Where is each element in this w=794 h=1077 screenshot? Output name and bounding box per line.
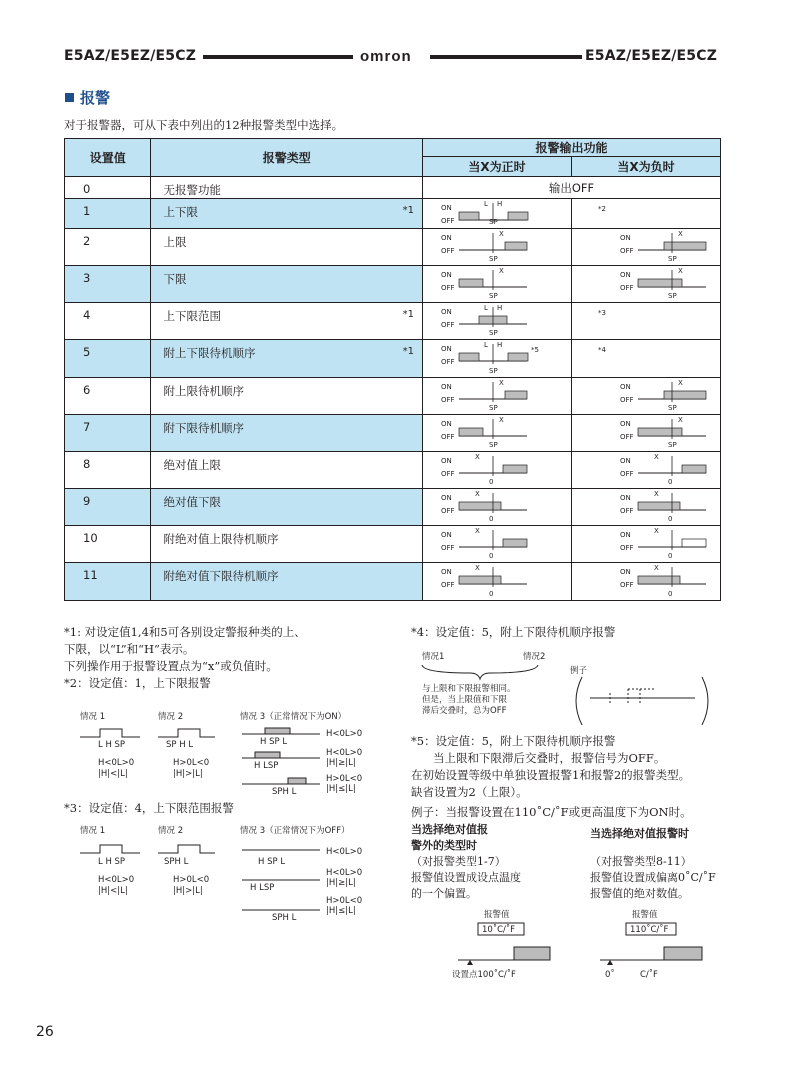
alarm-type-note: *1	[402, 205, 414, 216]
x-label: X	[654, 564, 659, 572]
pos-diagram	[423, 489, 572, 526]
off-label: OFF	[441, 581, 455, 589]
off-label: OFF	[620, 396, 634, 404]
alarm-type	[151, 266, 423, 303]
pos-diagram	[423, 303, 572, 340]
x-label: X	[499, 416, 504, 424]
on-label: ON	[441, 204, 452, 212]
setting-value: 10	[65, 526, 151, 563]
alarm-type	[151, 177, 423, 199]
alarm-type-note: *1	[402, 309, 414, 320]
zero-label: 0	[489, 478, 494, 486]
off-label: OFF	[620, 247, 634, 255]
on-region	[664, 242, 706, 250]
case-2-label: 情况 2	[158, 712, 184, 722]
x-label: X	[654, 490, 659, 498]
footnote-1	[64, 624, 394, 692]
table-row	[65, 340, 721, 378]
ex-right-value: 110˚C/˚F	[630, 925, 669, 935]
ex-left-line: （对报警类型1-7）	[411, 855, 506, 868]
alarm-type	[151, 378, 423, 415]
alarm-type	[151, 229, 423, 266]
zero-label: 0	[489, 552, 494, 560]
x-label: X	[475, 490, 480, 498]
n4-case1-label: 情况1	[422, 652, 445, 662]
on-region	[682, 539, 706, 547]
on-label: ON	[441, 420, 452, 428]
off-label: OFF	[441, 507, 455, 515]
alarm-type	[151, 452, 423, 489]
neg-diagram	[572, 415, 721, 452]
header-rule-right	[430, 55, 582, 59]
case3b-axis: H LSP	[254, 761, 279, 771]
footnote-1-line: *1: 对设定值1,4和5可各别设定警报种类的上、	[64, 625, 306, 639]
neg-diagram	[572, 303, 721, 340]
case3c-abs: |H|≤|L|	[326, 784, 356, 794]
x-label: X	[499, 230, 504, 238]
x-label: X	[678, 379, 683, 387]
ex-right-heading: 当选择绝对值报警时	[590, 827, 689, 840]
case-3-off-label: 情况 3（正常情况下为OFF）	[240, 826, 350, 836]
x-label: X	[499, 379, 504, 387]
alarm-type-label: 附绝对值下限待机顺序	[163, 569, 279, 583]
footnote-4-title: *4：设定值：5，附上下限待机顺序报警	[411, 625, 616, 639]
off-label: OFF	[620, 284, 634, 292]
n3-case3c-axis: SPH L	[272, 913, 297, 922]
ex-left-value: 10˚C/˚F	[482, 925, 516, 935]
on-region	[638, 428, 682, 436]
setting-value: 7	[65, 415, 151, 452]
neg-diagram	[572, 378, 721, 415]
n3-case3b-abs: |H|≥|L|	[326, 878, 356, 888]
n4-desc-1: 与上限和下限报警相同。	[422, 684, 516, 694]
case1-abs: |H|<|L|	[98, 769, 128, 779]
col-output-header: 报警输出功能	[423, 139, 721, 157]
sp-label: SP	[489, 292, 498, 300]
n3-case3a-cond: H<0L>0	[326, 847, 363, 857]
setting-value: 5	[65, 340, 151, 378]
on-region	[638, 502, 680, 510]
sp-label: SP	[489, 441, 498, 449]
case-1-label: 情况 1	[80, 826, 106, 836]
n5-line: *5：设定值：5，附上下限待机顺序报警	[411, 734, 616, 748]
case-2-label: 情况 2	[158, 826, 184, 836]
setting-value: 9	[65, 489, 151, 526]
n3-case1-cond: H<0L>0	[98, 875, 135, 885]
case-3-on-label: 情况 3（正常情况下为ON）	[240, 712, 347, 722]
example-diagrams	[440, 905, 720, 985]
n4-example-label: 例子	[570, 666, 588, 676]
case1-cond: H<0L>0	[98, 758, 135, 768]
on-label: ON	[620, 494, 631, 502]
section-intro: 对于报警器，可从下表中列出的12种报警类型中选择。	[64, 118, 344, 132]
neg-note: *3	[598, 309, 606, 317]
n3-case3b-cond: H<0L>0	[326, 868, 363, 878]
table-row	[65, 563, 721, 601]
on-label: ON	[620, 383, 631, 391]
setting-value: 4	[65, 303, 151, 340]
case2-axis: SP H L	[166, 740, 194, 750]
case3a-bar	[265, 728, 290, 734]
case3b-cond: H<0L>0	[326, 748, 363, 758]
on-region	[638, 279, 682, 287]
table-row	[65, 199, 721, 229]
table-row	[65, 266, 721, 303]
off-label: OFF	[620, 581, 634, 589]
sp-label: SP	[668, 404, 677, 412]
case3a-axis: H SP L	[260, 737, 288, 747]
table-row	[65, 526, 721, 563]
alarm-type-label: 附绝对值上限待机顺序	[163, 532, 279, 546]
off-label: OFF	[441, 217, 455, 225]
case2-abs: |H|>|L|	[173, 769, 203, 779]
x-label: X	[475, 527, 480, 535]
col-pos-header: 当X为正时	[423, 157, 572, 177]
alarm-type-label: 上下限范围	[163, 309, 221, 323]
zero-label: 0	[489, 515, 494, 523]
on-label: ON	[620, 420, 631, 428]
n5-line: 当上限和下限滞后交叠时，报警信号为OFF。	[433, 751, 666, 765]
x-label: X	[475, 564, 480, 572]
neg-diagram	[572, 199, 721, 229]
pos-diagram	[423, 526, 572, 563]
pos-diagram	[423, 415, 572, 452]
n3-case2-waveform	[158, 845, 215, 853]
pos-diagram	[423, 340, 572, 378]
x-label: X	[499, 267, 504, 275]
on-label: ON	[620, 271, 631, 279]
sp-label: SP	[489, 255, 498, 263]
output-off: 输出OFF	[423, 177, 721, 199]
footnote-1-line: 下限，以“L”和“H”表示。	[64, 642, 195, 656]
header-rule-left	[203, 55, 353, 59]
n3-case2-cond: H>0L<0	[173, 875, 210, 885]
on-region	[459, 279, 483, 287]
table-row	[65, 452, 721, 489]
header-left-model: E5AZ/E5EZ/E5CZ	[64, 48, 197, 64]
table-row	[65, 229, 721, 266]
off-label: OFF	[441, 321, 455, 329]
alarm-type-label: 无报警功能	[163, 183, 221, 197]
alarm-type-label: 上下限	[163, 205, 198, 219]
off-label: OFF	[441, 396, 455, 404]
page-number: 26	[36, 1024, 54, 1040]
on-label: ON	[441, 234, 452, 242]
sp-label: SP	[668, 255, 677, 263]
on-region	[505, 391, 527, 399]
on-label: ON	[441, 308, 452, 316]
ex-left-axis-label: 设置点100˚C/˚F	[452, 970, 516, 980]
pos-diagram	[423, 229, 572, 266]
neg-note: *2	[598, 205, 606, 213]
off-label: OFF	[441, 358, 455, 366]
on-label: ON	[620, 568, 631, 576]
on-region	[503, 465, 527, 473]
alarm-type	[151, 340, 423, 378]
section-title: 报警	[80, 89, 111, 107]
on-region	[664, 391, 706, 399]
zero-label: 0	[489, 590, 494, 598]
on-label: ON	[620, 457, 631, 465]
table-row	[65, 489, 721, 526]
setting-value: 6	[65, 378, 151, 415]
n4-case2-label: 情况2	[523, 652, 546, 662]
on-region	[459, 353, 479, 361]
on-region	[459, 576, 501, 584]
off-label: OFF	[441, 284, 455, 292]
n3-case3b-axis: H LSP	[250, 883, 275, 893]
neg-diagram	[572, 340, 721, 378]
h-label: H	[497, 304, 503, 312]
alarm-type	[151, 526, 423, 563]
footnote-1-line: 下列操作用于报警设置点为“x”或负值时。	[64, 659, 278, 673]
n3-case2-abs: |H|>|L|	[173, 886, 203, 896]
neg-diagram	[572, 526, 721, 563]
on-region	[638, 576, 680, 584]
alarm-type	[151, 489, 423, 526]
x-label: X	[475, 453, 480, 461]
off-label: OFF	[441, 544, 455, 552]
zero-label: 0	[668, 478, 673, 486]
table-row	[65, 378, 721, 415]
omron-logo: omron	[360, 48, 412, 65]
n5-line: 缺省设置为2（上限）。	[411, 785, 528, 799]
ex-left-setpoint-marker	[467, 960, 473, 965]
setting-value: 2	[65, 229, 151, 266]
section-bullet-icon	[65, 93, 74, 102]
setting-value: 8	[65, 452, 151, 489]
table-row	[65, 415, 721, 452]
setting-value: 1	[65, 199, 151, 229]
alarm-type-label: 绝对值上限	[163, 458, 221, 472]
col-setting-header: 设置值	[65, 139, 151, 177]
ex-left-alarm-label: 报警值	[484, 910, 510, 920]
x-label: X	[654, 453, 659, 461]
case1-axis: L H SP	[98, 740, 126, 750]
n4-brace	[422, 665, 538, 679]
case-1-label: 情况 1	[80, 712, 106, 722]
n3-case1-waveform	[80, 845, 140, 853]
n3-case2-axis: SPH L	[164, 857, 189, 867]
alarm-type	[151, 415, 423, 452]
case3c-cond: H>0L<0	[326, 774, 363, 784]
on-region	[459, 212, 479, 220]
example-left-text	[411, 822, 581, 902]
ex-right-alarm-label: 报警值	[632, 910, 658, 920]
table-row	[65, 303, 721, 340]
alarm-type-label: 附下限待机顺序	[163, 421, 244, 435]
col-neg-header: 当X为负时	[572, 157, 721, 177]
l-label: L	[484, 341, 488, 349]
off-label: OFF	[441, 433, 455, 441]
on-label: ON	[441, 457, 452, 465]
n3-case3c-cond: H>0L<0	[326, 896, 363, 906]
alarm-type-label: 上限	[163, 235, 187, 249]
case2-waveform	[158, 729, 215, 737]
example-title: 例子：当报警设置在110˚C/˚F或更高温度下为ON时。	[411, 805, 692, 819]
ex-right-line: 报警值设置成偏离0˚C/˚F	[590, 871, 716, 884]
alarm-type-label: 下限	[163, 272, 187, 286]
ex-left-heading: 当选择绝对值报	[411, 823, 488, 836]
setting-value: 0	[65, 177, 151, 199]
on-label: ON	[620, 234, 631, 242]
on-region	[508, 353, 528, 361]
h-label: H	[497, 200, 503, 208]
x-label: X	[654, 527, 659, 535]
footnote-3-diagrams	[70, 822, 400, 922]
neg-diagram	[572, 229, 721, 266]
n3-case1-abs: |H|<|L|	[98, 886, 128, 896]
alarm-type-note: *1	[402, 346, 414, 357]
footnote-4-diagram	[410, 645, 720, 725]
off-label: OFF	[620, 507, 634, 515]
alarm-type	[151, 563, 423, 601]
zero-label: 0	[668, 515, 673, 523]
setting-value: 11	[65, 563, 151, 601]
on-region	[459, 502, 501, 510]
ex-right-axis-unit: C/˚F	[640, 970, 658, 980]
on-label: ON	[441, 345, 452, 353]
pos-diagram	[423, 563, 572, 601]
case1-waveform	[80, 729, 140, 737]
n4-example-marks	[610, 689, 655, 703]
on-region	[508, 212, 528, 220]
n3-case3c-abs: |H|≤|L|	[326, 906, 356, 916]
n3-case3a-axis: H SP L	[258, 857, 286, 867]
off-label: OFF	[441, 470, 455, 478]
alarm-type-table	[64, 138, 721, 601]
sp-label: SP	[489, 404, 498, 412]
pos-diagram	[423, 452, 572, 489]
n4-desc-2: 但是，当上限值和下限	[422, 695, 508, 705]
on-label: ON	[441, 383, 452, 391]
case3b-abs: |H|≥|L|	[326, 758, 356, 768]
case2-cond: H>0L<0	[173, 758, 210, 768]
sp-label: SP	[489, 329, 498, 337]
table-row	[65, 177, 721, 199]
on-region	[459, 428, 483, 436]
col-type-header: 报警类型	[151, 139, 423, 177]
case3b-bar	[255, 752, 280, 758]
x-label: X	[678, 267, 683, 275]
zero-label: 0	[668, 590, 673, 598]
case3a-cond: H<0L>0	[326, 729, 363, 739]
off-label: OFF	[620, 544, 634, 552]
sp-label: SP	[668, 292, 677, 300]
pos-diagram	[423, 199, 572, 229]
neg-diagram	[572, 452, 721, 489]
neg-diagram	[572, 266, 721, 303]
off-label: OFF	[441, 247, 455, 255]
on-label: ON	[441, 271, 452, 279]
pos-diagram	[423, 378, 572, 415]
ex-left-line: 的一个偏置。	[411, 887, 477, 900]
setting-value: 3	[65, 266, 151, 303]
off-label: OFF	[620, 433, 634, 441]
ex-right-line: 报警值的绝对数值。	[590, 887, 689, 900]
x-label: X	[678, 416, 683, 424]
ex-left-heading: 警外的类型时	[411, 839, 477, 852]
footnote-2-title: *2：设定值：1，上下限报警	[64, 676, 211, 690]
ex-right-axis-zero: 0˚	[605, 970, 615, 980]
neg-diagram	[572, 489, 721, 526]
case3c-bar	[288, 778, 306, 784]
alarm-type-label: 附上限待机顺序	[163, 384, 244, 398]
on-label: ON	[441, 568, 452, 576]
n4-desc-3: 滞后交叠时，总为OFF	[422, 706, 507, 716]
ex-right-zero-marker	[607, 960, 613, 965]
zero-label: 0	[668, 552, 673, 560]
alarm-type	[151, 199, 423, 229]
sp-label: SP	[668, 441, 677, 449]
on-label: ON	[620, 531, 631, 539]
x-label: X	[678, 230, 683, 238]
pos-diagram	[423, 266, 572, 303]
n4-paren-left	[576, 677, 582, 725]
ex-right-line: （对报警类型8-11）	[590, 855, 692, 868]
n5-line: 在初始设置等级中单独设置报警1和报警2的报警类型。	[411, 768, 691, 782]
pos-note: *5	[531, 346, 539, 354]
ex-left-on-bar	[514, 947, 550, 960]
off-label: OFF	[620, 470, 634, 478]
h-label: H	[497, 341, 503, 349]
example-right-text	[590, 826, 740, 902]
n3-case1-axis: L H SP	[98, 857, 126, 867]
ex-left-line: 报警值设置成设点温度	[411, 871, 521, 884]
ex-right-on-bar	[664, 947, 702, 960]
l-label: L	[484, 304, 488, 312]
alarm-type	[151, 303, 423, 340]
on-region	[505, 242, 527, 250]
neg-diagram	[572, 563, 721, 601]
on-label: ON	[441, 494, 452, 502]
on-region	[503, 539, 527, 547]
sp-label: SP	[489, 367, 498, 375]
neg-note: *4	[598, 346, 606, 354]
case3c-axis: SPH L	[272, 787, 297, 797]
l-label: L	[484, 200, 488, 208]
footnote-5	[411, 733, 731, 801]
n4-paren-right	[702, 677, 708, 725]
footnote-2-diagrams	[70, 708, 400, 800]
on-label: ON	[441, 531, 452, 539]
alarm-type-label: 绝对值下限	[163, 495, 221, 509]
header-right-model: E5AZ/E5EZ/E5CZ	[585, 48, 718, 64]
footnote-3-title: *3：设定值：4，上下限范围报警	[64, 801, 234, 815]
sp-label: SP	[489, 218, 498, 226]
on-region	[682, 465, 706, 473]
alarm-type-label: 附上下限待机顺序	[163, 346, 256, 360]
